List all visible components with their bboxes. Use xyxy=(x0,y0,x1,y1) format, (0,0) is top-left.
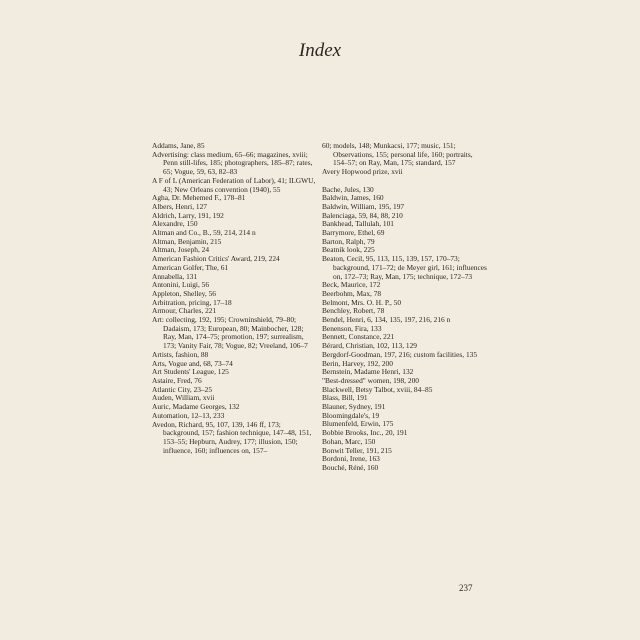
index-entry: Bordoni, Irene, 163 xyxy=(322,454,380,464)
index-entry: Art: collecting, 192, 195; Crowninshield, 79–80; Dadaism, 173; European, 80; Mainbocher, 128; Ray, Man, 174–75; promotion, 197; surrealism, 173; Vanity Fair, 78; Vogue, 82; Vreeland, 106–7 xyxy=(152,315,308,351)
index-entry: Addams, Jane, 85 xyxy=(152,141,205,150)
index-entry: Bergdorf-Goodman, 197, 216; custom facilities, 135 xyxy=(322,349,478,359)
index-entry: Auden, William, xvii xyxy=(152,393,215,403)
index-entry: Advertising: class medium, 65–66; magazines, xviii; Penn still-lifes, 185; photographers, 185–87; rates, 65; Vogue, 59, 63, 82–83 xyxy=(152,149,313,177)
index-entry: Benenson, Fira, 133 xyxy=(322,323,382,333)
index-entry: Beck, Maurice, 172 xyxy=(322,280,381,290)
page-title: Index xyxy=(298,40,342,61)
index-entry: Bernstein, Madame Henri, 132 xyxy=(322,367,414,377)
index-entry: Beaton, Cecil, 95, 113, 115, 139, 157, 170–73; background, 171–72; de Meyer girl, 161; influences on, 172–73; Ray, Man, 175; technique, 172–73 xyxy=(322,254,487,281)
index-entry: Altman, Benjamin, 215 xyxy=(152,236,222,246)
index-entry: Berin, Harvey, 192, 200 xyxy=(322,358,393,368)
index-entry: Bloomingdale's, 19 xyxy=(322,410,380,420)
index-entry: Blackwell, Betsy Talbot, xviii, 84–85 xyxy=(322,384,433,394)
index-entry: Blumenfeld, Erwin, 175 xyxy=(322,419,394,429)
index-entry: Bohan, Marc, 150 xyxy=(322,436,376,446)
index-entry: Appleton, Shelley, 56 xyxy=(152,288,216,298)
index-entry: Albers, Henri, 127 xyxy=(152,201,208,211)
index-entry: Belmont, Mrs. O. H. P., 50 xyxy=(322,297,402,307)
index-entry: Auric, Madame Georges, 132 xyxy=(152,402,240,412)
index-entry: Artists, fashion, 88 xyxy=(152,349,209,359)
index-entry: Beerbohm, Max, 78 xyxy=(322,288,382,298)
index-entry: Atlantic City, 23–25 xyxy=(152,384,213,394)
index-entry: Barrymore, Ethel, 69 xyxy=(322,228,385,238)
index-entry: Antonini, Luigi, 56 xyxy=(152,280,210,290)
index-entry: Blass, Bill, 191 xyxy=(322,393,368,403)
index-entry: American Fashion Critics' Award, 219, 224 xyxy=(152,254,280,264)
index-entry: Benchley, Robert, 78 xyxy=(322,306,385,316)
index-entry: "Best-dressed" women, 198, 200 xyxy=(322,375,419,385)
index-entry: Art Students' League, 125 xyxy=(152,367,229,377)
index-entry: Astaire, Fred, 76 xyxy=(152,375,202,385)
index-entry: Bennett, Constance, 221 xyxy=(322,332,395,342)
index-column-left xyxy=(152,142,318,455)
index-entry: Armour, Charles, 221 xyxy=(152,306,217,316)
index-entry: A F of L (American Federation of Labor), 41; ILGWU, 43; New Orleans convention (1940), 55 xyxy=(152,175,316,194)
index-entry: Altman and Co., B., 59, 214, 214 n xyxy=(152,228,256,238)
index-entry: Baldwin, James, 160 xyxy=(322,193,384,203)
index-entry: Bache, Jules, 130 xyxy=(322,184,374,194)
index-column-right xyxy=(322,142,488,473)
index-entry: Bobbie Brooks, Inc., 20, 191 xyxy=(322,428,408,438)
index-entry: Automation, 12–13, 233 xyxy=(152,410,225,420)
index-entry: Balenciaga, 59, 84, 88, 210 xyxy=(322,210,403,220)
index-entry: American Golfer, The, 61 xyxy=(152,262,229,272)
index-entry: Bonwit Teller, 191, 215 xyxy=(322,445,392,455)
index-entry: Avedon, Richard, 95, 107, 139, 146 ff, 173; background, 157; fashion technique, 147–48, 151, 153–55; Hepburn, Audrey, 177; illusion, 150; influence, 160; influences on, 157– xyxy=(152,419,312,455)
index-entry: Beatnik look, 225 xyxy=(322,245,375,255)
index-entry: Bendel, Henri, 6, 134, 135, 197, 216, 216 n xyxy=(322,315,451,325)
index-entry: Agha, Dr. Mehemed F., 178–81 xyxy=(152,193,246,203)
page-number: 237 xyxy=(459,583,473,593)
index-entry: Annabella, 131 xyxy=(152,271,198,281)
index-entry: Bankhead, Tallulah, 101 xyxy=(322,219,395,229)
index-entry: Aldrich, Larry, 191, 192 xyxy=(152,210,224,220)
index-entry: Blauner, Sydney, 191 xyxy=(322,402,386,412)
index-entry: Bérard, Christian, 102, 113, 129 xyxy=(322,341,417,351)
index-entry: Arbitration, pricing, 17–18 xyxy=(152,297,232,307)
index-entry: Avery Hopwood prize, xvii xyxy=(322,167,403,177)
index-entry: Alexandre, 150 xyxy=(152,219,198,229)
index-entry: Barton, Ralph, 79 xyxy=(322,236,375,246)
index-entry: Altman, Joseph, 24 xyxy=(152,245,210,255)
index-entry: Arts, Vogue and, 68, 73–74 xyxy=(152,358,233,368)
index-entry: Baldwin, William, 195, 197 xyxy=(322,201,405,211)
index-entry: Bouché, Réné, 160 xyxy=(322,463,379,472)
index-entry: 60; models, 148; Munkacsi, 177; music, 151; Observations, 155; personal life, 160; portraits, 154–57; on Ray, Man, 175; standard, 157 xyxy=(322,141,473,168)
